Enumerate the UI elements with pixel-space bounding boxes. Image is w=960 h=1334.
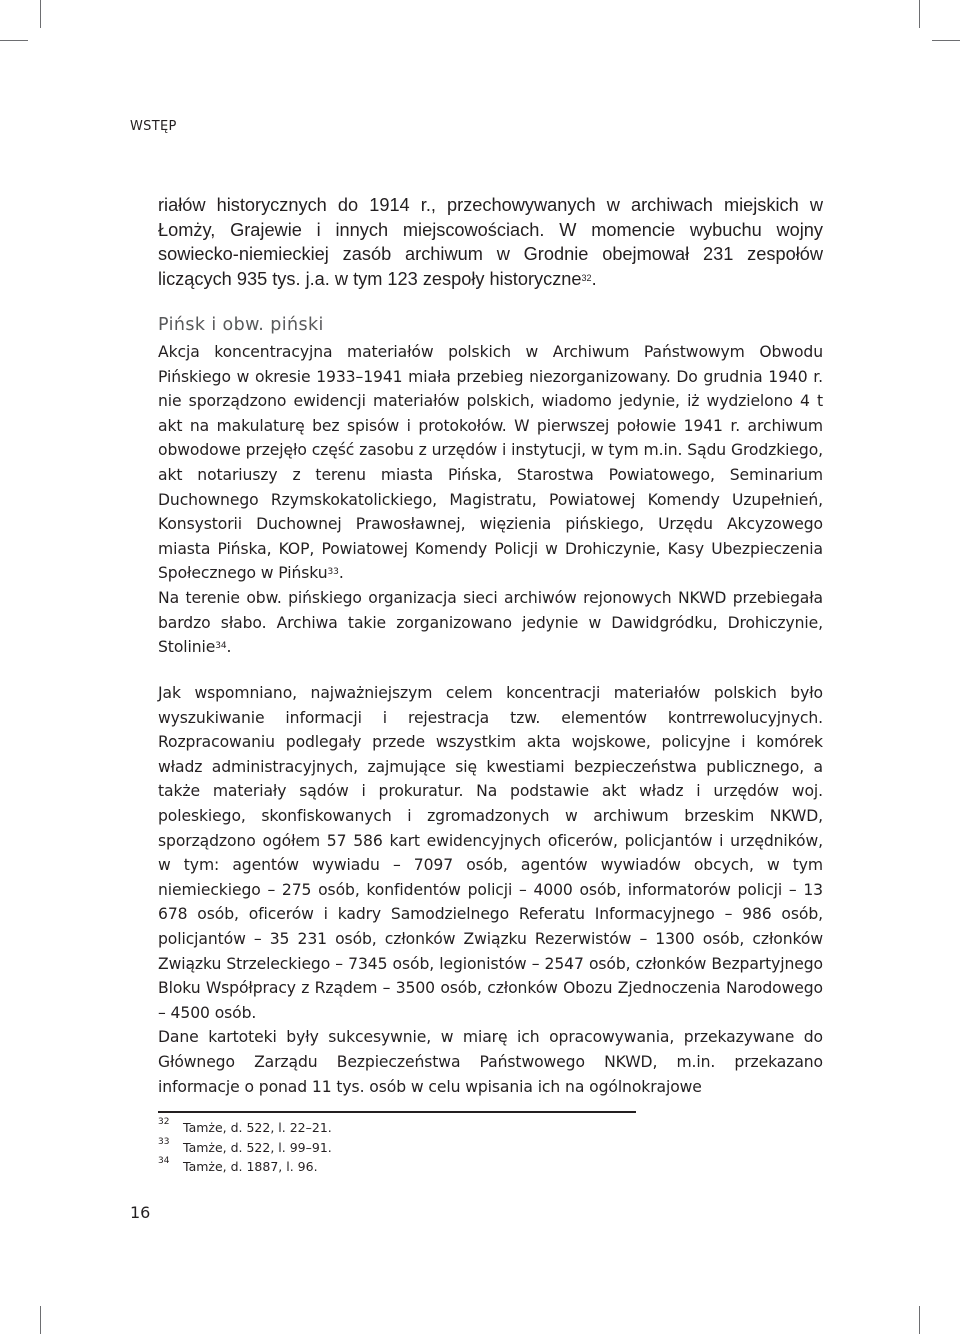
paragraph-pinsk-text: Akcja koncentracyjna materiałów polskich w Archiwum Państwowym Obwodu Pińskiego w okresie 1933–1941 miała przebieg niezorganizowany. Do grudnia 1940 r. nie sporządzono ewidencji materiałów polskich, wiadomo jedynie, iż wydzielono 4 t akt na makulaturę bez spisów i protokołów. W pierwszej połowie 1941 r. archiwum obwodowe przejęło część zasobu z urzędów i instytucji, w tym m.in. Sądu Grodzkiego, akt notariuszy z terenu miasta Pińska, Starostwa Powiatowego, Seminarium Duchownego Rzymskokatolickiego, Magistratu, Powiatowej Komendy Uzupełnień, Konsystorii Duchownej Prawosławnej, więzienia pińskiego, Urzędu Akcyzowego miasta Pińska, KOP, Powiatowej Komendy Policji w Drohiczynie, Kasy Ubezpieczenia Społecznego w Pińsku (158, 343, 823, 583)
footnote-number: 32 (158, 1117, 170, 1127)
footnote-ref[interactable]: 32 (581, 272, 592, 283)
running-header: WSTĘP (130, 119, 177, 134)
footnote-ref[interactable]: 34 (215, 641, 227, 652)
footnote-text: Tamże, d. 522, l. 22–21. (183, 1120, 332, 1135)
footnote-number: 34 (158, 1156, 170, 1166)
paragraph-concentration-text: Jak wspomniano, najważniejszym celem koncentracji materiałów polskich było wyszukiwanie informacji i rejestracja tzw. elementów kontrrewolucyjnych. Rozpracowaniu podlegały przede wszystkim akta wojskowe, policyjne i komórek władz administracyjnych, zajmujące się kwestiami bezpieczeństwa publicznego, a także materiały sądów i prokuratur. Na podstawie akt władz i urzędów woj. poleskiego, skonfiskowanych i zgromadzonych w archiwum brzeskim NKWD, sporządzono ogółem 57 586 kart ewidencyjnych oficerów, policjantów i urzędników, w tym: agentów wywiadu – 7097 osób, agentów wywiadów obcych, w tym niemieckiego – 275 osób, konfidentów policji – 4000 osób, informatorów policji – 13 678 osób, oficerów i kadry Samodzielnego Referatu Informacyjnego – 986 osób, policjantów – 35 231 osób, członków Związku Rezerwistów – 1300 osób, członków Związku Strzeleckiego – 7345 osób, legionistów – 2547 osób, członków Bezpartyjnego Bloku Współpracy z Rządem – 3500 osób, członków Obozu Zjednoczenia Narodowego – 4500 osób. (158, 684, 823, 1022)
footnote-text: Tamże, d. 522, l. 99–91. (183, 1140, 332, 1155)
paragraph-pinsk: Akcja koncentracyjna materiałów polskich w Archiwum Państwowym Obwodu Pińskiego w okresie 1933–1941 miała przebieg niezorganizowany. Do grudnia 1940 r. nie sporządzono ewidencji materiałów polskich, wiadomo jedynie, iż wydzielono 4 t akt na makulaturę bez spisów i protokołów. W pierwszej połowie 1941 r. archiwum obwodowe przejęło część zasobu z urzędów i instytucji, w tym m.in. Sądu Grodzkiego, akt notariuszy z terenu miasta Pińska, Starostwa Powiatowego, Seminarium Duchownego Rzymskokatolickiego, Magistratu, Powiatowej Komendy Uzupełnień, Konsystorii Duchownej Prawosławnej, więzienia pińskiego, Urzędu Akcyzowego miasta Pińska, KOP, Powiatowej Komendy Policji w Drohiczynie, Kasy Ubezpieczenia Społecznego w Pińsku$^{33}$. Na terenie obw. pińskiego organizacja sieci archiwów rejonowych NKWD przebiegała bardzo słabo. Archiwa takie zorganizowano jedynie w Dawidgródku, Drohiczynie, Stolinie$^{34}$. (158, 343, 823, 657)
crop-mark (40, 1306, 41, 1334)
section-heading: Pińsk i obw. piński (158, 315, 324, 335)
page-number: 16 (130, 1203, 151, 1222)
paragraph-concentration (158, 681, 823, 1099)
crop-mark (40, 0, 41, 28)
paragraph-intro-text: riałów historycznych do 1914 r., przechowywanych w archiwach miejskich w Łomży, Grajewie i innych miejscowościach. W momencie wybuchu wojny sowiecko-niemieckiej zasób archiwum w Grodnie obejmował 231 zespołów liczących 935 tys. j.a. w tym 123 zespoły historyczne (158, 195, 823, 289)
crop-mark (0, 40, 28, 41)
footnote-number: 33 (158, 1137, 170, 1147)
crop-mark (919, 0, 920, 28)
paragraph-intro: riałów historycznych do 1914 r., przechowywanych w archiwach miejskich w Łomży, Grajewie i innych miejscowościach. W momencie wybuchu wojny sowiecko-niemieckiej zasób archiwum w Grodnie obejmował 231 zespołów liczących 935 tys. j.a. w tym 123 zespoły historyczne$^{32}$. (158, 195, 823, 289)
crop-mark (919, 1306, 920, 1334)
paragraph-pinsk-text-2: Na terenie obw. pińskiego organizacja sieci archiwów rejonowych NKWD przebiegała bardzo słabo. Archiwa takie zorganizowano jedynie w Dawidgródku, Drohiczynie, Stolinie (158, 588, 823, 657)
footnote-ref[interactable]: 33 (327, 567, 339, 578)
footnote-divider (158, 1111, 636, 1113)
footnote-text: Tamże, d. 1887, l. 96. (183, 1159, 318, 1174)
crop-mark (932, 40, 960, 41)
paragraph-concentration-text-2: Dane kartoteki były sukcesywnie, w miarę ich opracowywania, przekazywane do Głównego Zarządu Bezpieczeństwa Państwowego NKWD, m.in. przekazano informacje o ponad 11 tys. osób w celu wpisania ich na ogólnokrajowe (158, 1028, 823, 1096)
